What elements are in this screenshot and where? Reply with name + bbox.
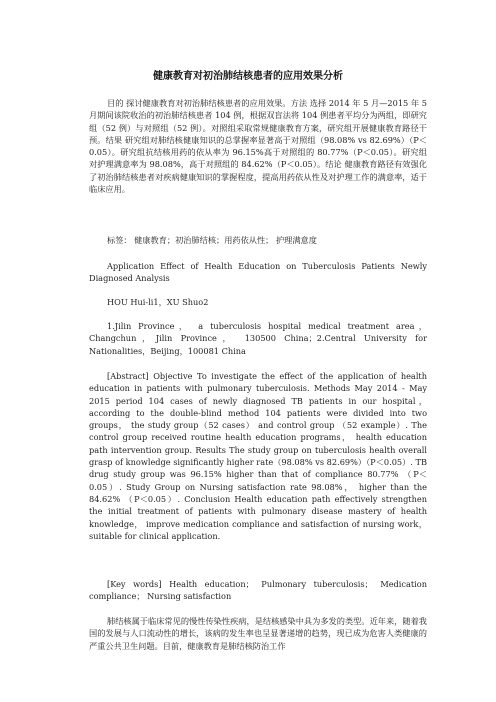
english-title-text: Application Effect of Health Education on Tuberculosis Patients Newly Diagnosed Analysis [89, 261, 427, 284]
english-authors-text: HOU Hui-li1，XU Shuo2 [107, 297, 209, 307]
chinese-keywords-text: 标签： 健康教育；初治肺结核；用药依从性； 护理满意度 [107, 235, 317, 245]
english-title [89, 260, 427, 285]
english-abstract-text: [Abstract] Objective To investigate the effect of the application of health education in patients with pulmonary tuberculosis. Methods May 2014 - May 2015 period 104 cases of newly diagnosed TB patients in our hospital， according to the double-blind method 104 patients were divided into two groups， the study group（52 cases） and control group （52 example）. The control group received routine health education programs， health education path intervention group. Results The study group on tuberculosis health overall grasp of knowledge significantly higher rate（98.08% vs 82.69%）（P＜0.05）. TB drug study group was 96.15% higher than that of compliance 80.77% （P＜0.05）. Study Group on Nursing satisfaction rate 98.08%， higher than the 84.62% （P＜0.05）. Conclusion Health education path effectively strengthen the initial treatment of patients with pulmonary disease mastery of health knowledge， improve medication compliance and satisfaction of nursing work， suitable for clinical application. [89, 371, 427, 541]
body-paragraph [89, 615, 427, 652]
english-keywords [89, 578, 427, 603]
english-abstract [89, 370, 427, 542]
english-affiliation [89, 320, 427, 357]
chinese-abstract-text: 目的 探讨健康教育对初治肺结核患者的应用效果。方法 选择 2014 年 5 月—2015 年 5 月期间该院收治的初治肺结核患者 104 例，根据双盲法将 104 例患者平均分为两组，即研究组（52 例）与对照组（52 例）。对照组采取常规健康教育方案，研究组开展健康教育路径干预。结果 研究组对肺结核健康知识的总掌握率显著高于对照组（98.08% vs 82.69%）（P＜0.05）。研究组抗结核用药的依从率为 96.15%高于对照组的 80.77%（P＜0.05）。研究组对护理满意率为 98.08%，高于对照组的 84.62%（P＜0.05）。结论 健康教育路径有效强化了初治肺结核患者对疾病健康知识的掌握程度，提高用药依从性及对护理工作的满意率，适于临床应用。 [89, 98, 427, 195]
body-paragraph-text: 肺结核属于临床常见的慢性传染性疾病，是结核感染中具为多发的类型。近年来，随着我国的发展与人口流动性的增长，该病的发生率也呈显著递增的趋势，现已成为危害人类健康的严重公共卫生问题。目前，健康教育是肺结核防治工作 [89, 616, 427, 651]
chinese-abstract [89, 97, 427, 195]
english-keywords-text: [Key words] Health education； Pulmonary tuberculosis； Medication compliance； Nursing satisfaction [89, 579, 427, 602]
english-authors [89, 296, 427, 308]
paper-title: 健康教育对初治肺结核患者的应用效果分析 [153, 71, 343, 82]
chinese-keywords [89, 234, 427, 246]
english-affiliation-text: 1.Jilin Province， a tuberculosis hospital medical treatment area， Changchun，Jilin Province， 130500 China；2.Central University for Nationalities，Beijing，100081 China [89, 321, 427, 356]
